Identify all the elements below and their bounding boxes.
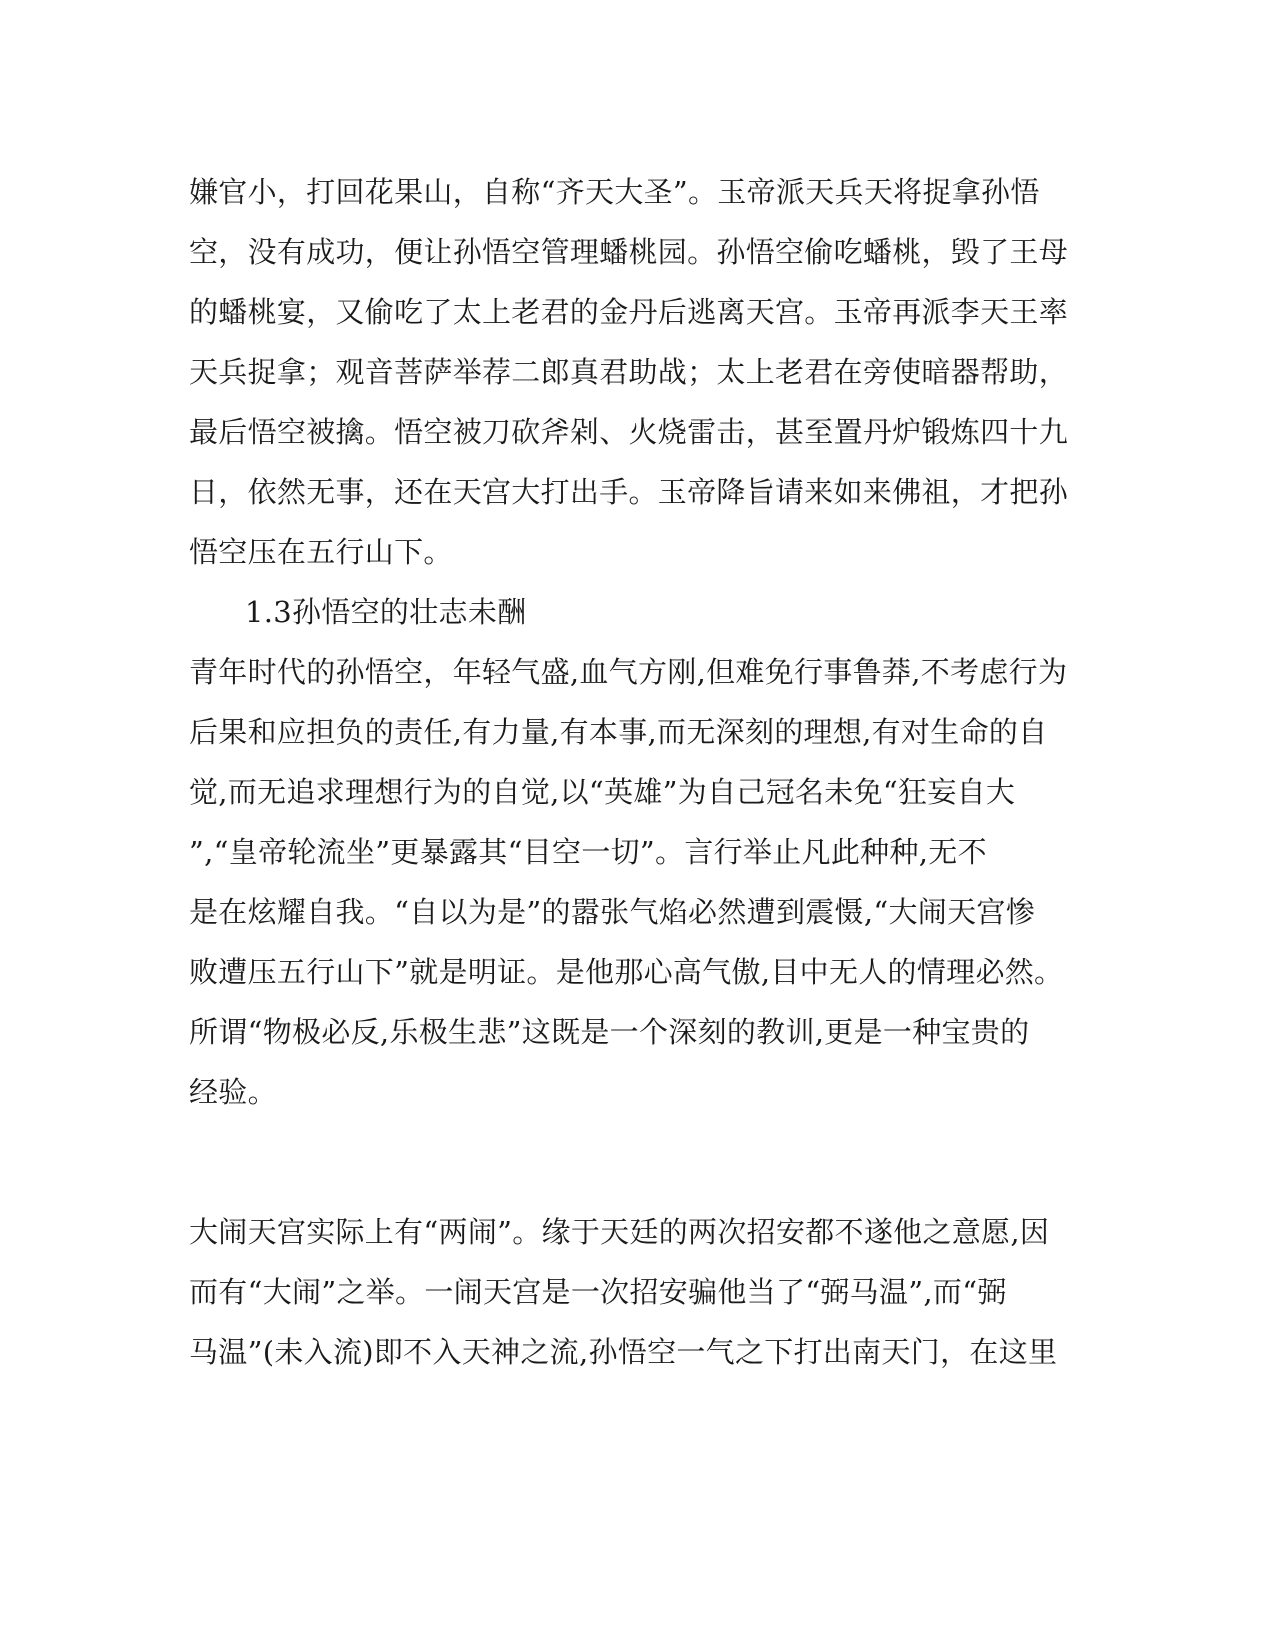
paragraph-2-line-1: 青年时代的孙悟空，年轻气盛,血气方刚,但难免行事鲁莽,不考虑行为 (189, 655, 1068, 689)
section-heading: 1.3孙悟空的壮志未酬 (245, 595, 527, 629)
paragraph-2-line-8: 经验。 (189, 1075, 277, 1109)
paragraph-3-line-3: 马温”(未入流)即不入天神之流,孙悟空一气之下打出南天门，在这里 (189, 1335, 1058, 1369)
paragraph-1-line-6: 日，依然无事，还在天宫大打出手。玉帝降旨请来如来佛祖，才把孙 (189, 475, 1069, 509)
paragraph-1-line-3: 的蟠桃宴，又偷吃了太上老君的金丹后逃离天宫。玉帝再派李天王率 (189, 295, 1069, 329)
paragraph-1-line-2: 空，没有成功，便让孙悟空管理蟠桃园。孙悟空偷吃蟠桃，毁了王母 (189, 235, 1069, 269)
paragraph-2-line-6: 败遭压五行山下”就是明证。是他那心高气傲,目中无人的情理必然。 (189, 955, 1064, 989)
paragraph-2-line-7: 所谓“物极必反,乐极生悲”这既是一个深刻的教训,更是一种宝贵的 (189, 1015, 1030, 1049)
paragraph-3-line-1: 大闹天宫实际上有“两闹”。缘于天廷的两次招安都不遂他之意愿,因 (189, 1215, 1050, 1249)
paragraph-2-line-5: 是在炫耀自我。“自以为是”的嚣张气焰必然遭到震慑,“大闹天宫惨 (189, 895, 1035, 929)
paragraph-1-line-4: 天兵捉拿；观音菩萨举荐二郎真君助战；太上老君在旁使暗器帮助， (189, 355, 1069, 389)
paragraph-1-line-5: 最后悟空被擒。悟空被刀砍斧剁、火烧雷击，甚至置丹炉锻炼四十九 (189, 415, 1069, 449)
paragraph-1-line-7: 悟空压在五行山下。 (189, 535, 453, 569)
paragraph-2-line-4: ”,“皇帝轮流坐”更暴露其“目空一切”。言行举止凡此种种,无不 (189, 835, 987, 869)
paragraph-2-line-2: 后果和应担负的责任,有力量,有本事,而无深刻的理想,有对生命的自 (189, 715, 1048, 749)
paragraph-1-line-1: 嫌官小，打回花果山，自称“齐天大圣”。玉帝派天兵天将捉拿孙悟 (189, 175, 1040, 209)
paragraph-2-line-3: 觉,而无追求理想行为的自觉,以“英雄”为自己冠名未免“狂妄自大 (189, 775, 1016, 809)
paragraph-3-line-2: 而有“大闹”之举。一闹天宫是一次招安骗他当了“弼马温”,而“弼 (189, 1275, 1007, 1309)
